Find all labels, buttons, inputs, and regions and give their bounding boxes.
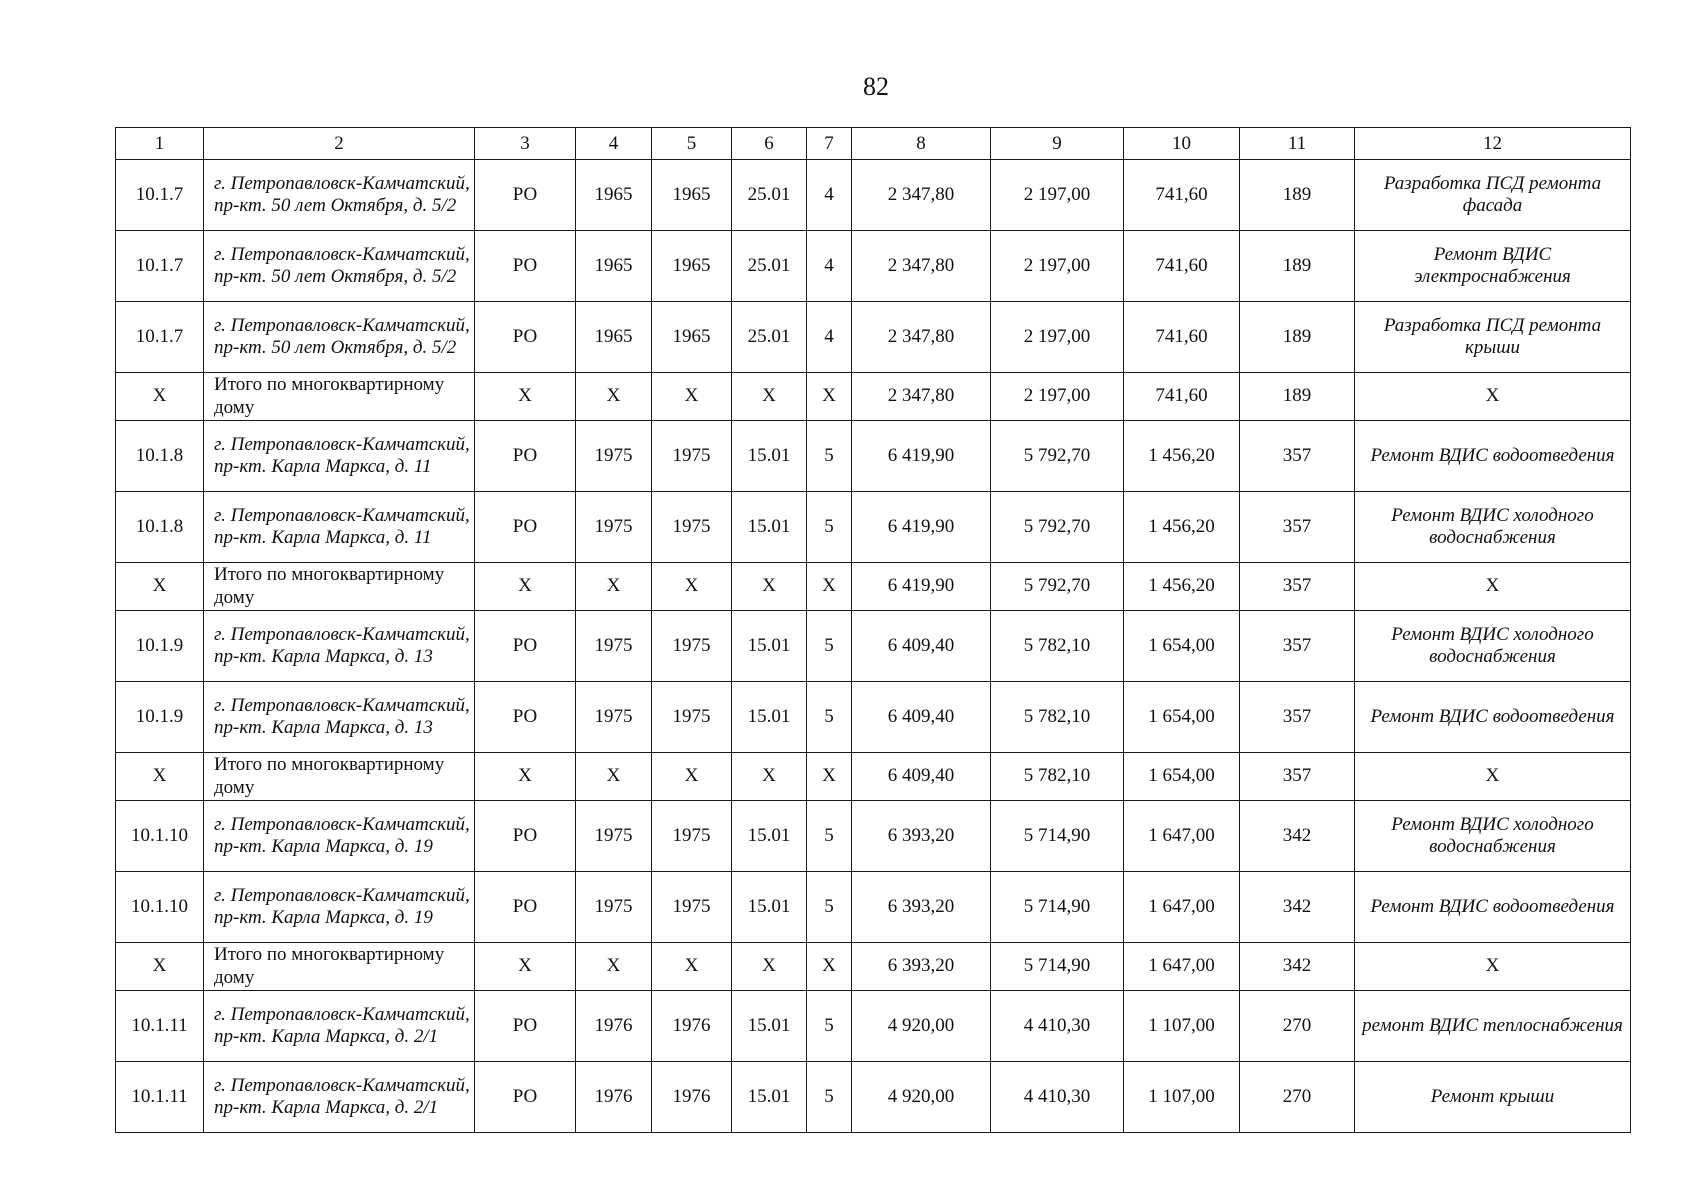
work-type-cell: Разработка ПСД ремонта фасада <box>1355 160 1631 231</box>
commissioning-year-cell: X <box>576 753 652 801</box>
reconstruction-year-cell: 1975 <box>652 682 732 753</box>
reconstruction-year-cell: 1975 <box>652 801 732 872</box>
residential-area-cell: 2 197,00 <box>991 373 1124 421</box>
address-cell: г. Петропавловск-Камчатский, пр-кт. 50 лет Октября, д. 5/2 <box>204 160 475 231</box>
commissioning-year-cell: X <box>576 943 652 991</box>
wall-material-code-cell: 15.01 <box>732 872 807 943</box>
total-area-cell: 2 347,80 <box>852 160 991 231</box>
residential-area-cell: 5 714,90 <box>991 872 1124 943</box>
nonresidential-area-cell: 1 647,00 <box>1124 943 1240 991</box>
commissioning-year-cell: 1976 <box>576 1062 652 1133</box>
residential-area-cell: 5 782,10 <box>991 611 1124 682</box>
work-type-cell: Ремонт крыши <box>1355 1062 1631 1133</box>
wall-material-code-cell: 15.01 <box>732 611 807 682</box>
column-number: 1 <box>116 128 204 160</box>
management-type-cell: РО <box>475 302 576 373</box>
column-number: 5 <box>652 128 732 160</box>
resident-count-cell: 357 <box>1240 421 1355 492</box>
wall-material-code-cell: 25.01 <box>732 231 807 302</box>
wall-material-code-cell: X <box>732 753 807 801</box>
commissioning-year-cell: X <box>576 373 652 421</box>
resident-count-cell: 357 <box>1240 753 1355 801</box>
total-area-cell: 4 920,00 <box>852 991 991 1062</box>
resident-count-cell: 357 <box>1240 682 1355 753</box>
nonresidential-area-cell: 1 456,20 <box>1124 421 1240 492</box>
reconstruction-year-cell: 1975 <box>652 872 732 943</box>
row-number-cell: 10.1.11 <box>116 1062 204 1133</box>
page-number: 82 <box>863 72 889 101</box>
column-number: 10 <box>1124 128 1240 160</box>
work-type-cell: Ремонт ВДИС водоотведения <box>1355 682 1631 753</box>
total-area-cell: 6 409,40 <box>852 611 991 682</box>
floor-count-cell: 4 <box>807 231 852 302</box>
commissioning-year-cell: 1976 <box>576 991 652 1062</box>
resident-count-cell: 342 <box>1240 943 1355 991</box>
resident-count-cell: 342 <box>1240 801 1355 872</box>
table-row <box>116 492 1631 563</box>
reconstruction-year-cell: X <box>652 753 732 801</box>
table-row <box>116 991 1631 1062</box>
address-cell: г. Петропавловск-Камчатский, пр-кт. Карла Маркса, д. 11 <box>204 492 475 563</box>
row-number-cell: 10.1.10 <box>116 872 204 943</box>
row-number-cell: X <box>116 943 204 991</box>
wall-material-code-cell: 15.01 <box>732 1062 807 1133</box>
row-number-cell: 10.1.7 <box>116 160 204 231</box>
total-area-cell: 6 419,90 <box>852 421 991 492</box>
total-area-cell: 6 393,20 <box>852 801 991 872</box>
row-number-cell: 10.1.7 <box>116 231 204 302</box>
column-number: 12 <box>1355 128 1631 160</box>
residential-area-cell: 5 782,10 <box>991 753 1124 801</box>
resident-count-cell: 189 <box>1240 160 1355 231</box>
residential-area-cell: 2 197,00 <box>991 160 1124 231</box>
row-number-cell: 10.1.7 <box>116 302 204 373</box>
row-number-cell: X <box>116 563 204 611</box>
floor-count-cell: 5 <box>807 611 852 682</box>
table-body <box>116 128 1631 1133</box>
management-type-cell: X <box>475 563 576 611</box>
management-type-cell: X <box>475 753 576 801</box>
resident-count-cell: 342 <box>1240 872 1355 943</box>
address-cell: г. Петропавловск-Камчатский, пр-кт. Карла Маркса, д. 19 <box>204 801 475 872</box>
row-number-cell: 10.1.9 <box>116 611 204 682</box>
total-area-cell: 6 393,20 <box>852 872 991 943</box>
reconstruction-year-cell: 1975 <box>652 421 732 492</box>
management-type-cell: РО <box>475 611 576 682</box>
address-cell: г. Петропавловск-Камчатский, пр-кт. Карла Маркса, д. 2/1 <box>204 1062 475 1133</box>
row-number-cell: X <box>116 373 204 421</box>
residential-area-cell: 2 197,00 <box>991 302 1124 373</box>
address-cell: Итого по многоквартирному дому <box>204 943 475 991</box>
nonresidential-area-cell: 1 654,00 <box>1124 682 1240 753</box>
address-cell: Итого по многоквартирному дому <box>204 373 475 421</box>
column-number-row <box>116 128 1631 160</box>
resident-count-cell: 270 <box>1240 991 1355 1062</box>
total-area-cell: 6 419,90 <box>852 492 991 563</box>
total-row <box>116 943 1631 991</box>
management-type-cell: РО <box>475 991 576 1062</box>
management-type-cell: РО <box>475 160 576 231</box>
commissioning-year-cell: 1975 <box>576 872 652 943</box>
column-number: 4 <box>576 128 652 160</box>
floor-count-cell: X <box>807 943 852 991</box>
resident-count-cell: 270 <box>1240 1062 1355 1133</box>
residential-area-cell: 4 410,30 <box>991 991 1124 1062</box>
commissioning-year-cell: 1975 <box>576 801 652 872</box>
work-type-cell: Ремонт ВДИС холодного водоснабжения <box>1355 492 1631 563</box>
work-type-cell: Разработка ПСД ремонта крыши <box>1355 302 1631 373</box>
wall-material-code-cell: X <box>732 563 807 611</box>
column-number: 6 <box>732 128 807 160</box>
work-type-cell: Ремонт ВДИС электроснабжения <box>1355 231 1631 302</box>
floor-count-cell: X <box>807 753 852 801</box>
table-row <box>116 302 1631 373</box>
resident-count-cell: 189 <box>1240 302 1355 373</box>
resident-count-cell: 189 <box>1240 373 1355 421</box>
reconstruction-year-cell: 1965 <box>652 231 732 302</box>
table-row <box>116 231 1631 302</box>
floor-count-cell: 4 <box>807 160 852 231</box>
floor-count-cell: 4 <box>807 302 852 373</box>
wall-material-code-cell: X <box>732 373 807 421</box>
floor-count-cell: 5 <box>807 421 852 492</box>
floor-count-cell: 5 <box>807 801 852 872</box>
floor-count-cell: 5 <box>807 492 852 563</box>
nonresidential-area-cell: 1 654,00 <box>1124 611 1240 682</box>
floor-count-cell: 5 <box>807 872 852 943</box>
management-type-cell: РО <box>475 872 576 943</box>
commissioning-year-cell: 1975 <box>576 492 652 563</box>
table-row <box>116 611 1631 682</box>
total-area-cell: 4 920,00 <box>852 1062 991 1133</box>
commissioning-year-cell: 1975 <box>576 682 652 753</box>
management-type-cell: X <box>475 943 576 991</box>
row-number-cell: 10.1.11 <box>116 991 204 1062</box>
address-cell: г. Петропавловск-Камчатский, пр-кт. Карла Маркса, д. 19 <box>204 872 475 943</box>
management-type-cell: РО <box>475 231 576 302</box>
reconstruction-year-cell: X <box>652 563 732 611</box>
nonresidential-area-cell: 741,60 <box>1124 373 1240 421</box>
nonresidential-area-cell: 741,60 <box>1124 160 1240 231</box>
table-row <box>116 682 1631 753</box>
reconstruction-year-cell: 1975 <box>652 492 732 563</box>
address-cell: г. Петропавловск-Камчатский, пр-кт. Карла Маркса, д. 11 <box>204 421 475 492</box>
management-type-cell: РО <box>475 421 576 492</box>
reconstruction-year-cell: 1976 <box>652 1062 732 1133</box>
row-number-cell: 10.1.10 <box>116 801 204 872</box>
residential-area-cell: 5 714,90 <box>991 801 1124 872</box>
total-area-cell: 2 347,80 <box>852 373 991 421</box>
work-type-cell: Ремонт ВДИС холодного водоснабжения <box>1355 611 1631 682</box>
column-number: 7 <box>807 128 852 160</box>
address-cell: г. Петропавловск-Камчатский, пр-кт. 50 лет Октября, д. 5/2 <box>204 302 475 373</box>
wall-material-code-cell: 25.01 <box>732 160 807 231</box>
residential-area-cell: 5 714,90 <box>991 943 1124 991</box>
commissioning-year-cell: X <box>576 563 652 611</box>
column-number: 9 <box>991 128 1124 160</box>
work-type-cell: X <box>1355 753 1631 801</box>
total-area-cell: 6 419,90 <box>852 563 991 611</box>
nonresidential-area-cell: 1 107,00 <box>1124 1062 1240 1133</box>
floor-count-cell: X <box>807 563 852 611</box>
wall-material-code-cell: 15.01 <box>732 991 807 1062</box>
work-type-cell: Ремонт ВДИС водоотведения <box>1355 872 1631 943</box>
column-number: 2 <box>204 128 475 160</box>
table-row <box>116 421 1631 492</box>
nonresidential-area-cell: 1 654,00 <box>1124 753 1240 801</box>
management-type-cell: РО <box>475 492 576 563</box>
reconstruction-year-cell: X <box>652 373 732 421</box>
total-row <box>116 373 1631 421</box>
wall-material-code-cell: 15.01 <box>732 682 807 753</box>
row-number-cell: 10.1.8 <box>116 492 204 563</box>
floor-count-cell: X <box>807 373 852 421</box>
residential-area-cell: 4 410,30 <box>991 1062 1124 1133</box>
total-area-cell: 6 393,20 <box>852 943 991 991</box>
address-cell: г. Петропавловск-Камчатский, пр-кт. Карла Маркса, д. 2/1 <box>204 991 475 1062</box>
floor-count-cell: 5 <box>807 991 852 1062</box>
total-row <box>116 753 1631 801</box>
wall-material-code-cell: X <box>732 943 807 991</box>
column-number: 11 <box>1240 128 1355 160</box>
column-number: 3 <box>475 128 576 160</box>
floor-count-cell: 5 <box>807 682 852 753</box>
management-type-cell: РО <box>475 1062 576 1133</box>
residential-area-cell: 5 792,70 <box>991 492 1124 563</box>
address-cell: г. Петропавловск-Камчатский, пр-кт. 50 лет Октября, д. 5/2 <box>204 231 475 302</box>
commissioning-year-cell: 1975 <box>576 611 652 682</box>
total-area-cell: 6 409,40 <box>852 682 991 753</box>
reconstruction-year-cell: 1965 <box>652 302 732 373</box>
residential-area-cell: 2 197,00 <box>991 231 1124 302</box>
commissioning-year-cell: 1965 <box>576 231 652 302</box>
table-row <box>116 160 1631 231</box>
reconstruction-year-cell: 1976 <box>652 991 732 1062</box>
work-type-cell: ремонт ВДИС теплоснабжения <box>1355 991 1631 1062</box>
nonresidential-area-cell: 1 647,00 <box>1124 801 1240 872</box>
nonresidential-area-cell: 1 456,20 <box>1124 563 1240 611</box>
table-row <box>116 801 1631 872</box>
floor-count-cell: 5 <box>807 1062 852 1133</box>
residential-area-cell: 5 792,70 <box>991 421 1124 492</box>
nonresidential-area-cell: 741,60 <box>1124 302 1240 373</box>
management-type-cell: X <box>475 373 576 421</box>
resident-count-cell: 357 <box>1240 492 1355 563</box>
commissioning-year-cell: 1975 <box>576 421 652 492</box>
nonresidential-area-cell: 1 456,20 <box>1124 492 1240 563</box>
work-type-cell: Ремонт ВДИС водоотведения <box>1355 421 1631 492</box>
reconstruction-year-cell: X <box>652 943 732 991</box>
work-type-cell: X <box>1355 373 1631 421</box>
work-type-cell: X <box>1355 563 1631 611</box>
nonresidential-area-cell: 741,60 <box>1124 231 1240 302</box>
row-number-cell: 10.1.8 <box>116 421 204 492</box>
capital-repair-table <box>115 127 1631 1133</box>
residential-area-cell: 5 782,10 <box>991 682 1124 753</box>
wall-material-code-cell: 15.01 <box>732 801 807 872</box>
total-row <box>116 563 1631 611</box>
row-number-cell: 10.1.9 <box>116 682 204 753</box>
address-cell: Итого по многоквартирному дому <box>204 753 475 801</box>
total-area-cell: 2 347,80 <box>852 231 991 302</box>
reconstruction-year-cell: 1965 <box>652 160 732 231</box>
work-type-cell: X <box>1355 943 1631 991</box>
nonresidential-area-cell: 1 647,00 <box>1124 872 1240 943</box>
reconstruction-year-cell: 1975 <box>652 611 732 682</box>
residential-area-cell: 5 792,70 <box>991 563 1124 611</box>
row-number-cell: X <box>116 753 204 801</box>
resident-count-cell: 189 <box>1240 231 1355 302</box>
address-cell: Итого по многоквартирному дому <box>204 563 475 611</box>
table-row <box>116 872 1631 943</box>
wall-material-code-cell: 15.01 <box>732 421 807 492</box>
nonresidential-area-cell: 1 107,00 <box>1124 991 1240 1062</box>
management-type-cell: РО <box>475 801 576 872</box>
resident-count-cell: 357 <box>1240 611 1355 682</box>
column-number: 8 <box>852 128 991 160</box>
wall-material-code-cell: 25.01 <box>732 302 807 373</box>
address-cell: г. Петропавловск-Камчатский, пр-кт. Карла Маркса, д. 13 <box>204 611 475 682</box>
resident-count-cell: 357 <box>1240 563 1355 611</box>
commissioning-year-cell: 1965 <box>576 302 652 373</box>
work-type-cell: Ремонт ВДИС холодного водоснабжения <box>1355 801 1631 872</box>
management-type-cell: РО <box>475 682 576 753</box>
total-area-cell: 6 409,40 <box>852 753 991 801</box>
total-area-cell: 2 347,80 <box>852 302 991 373</box>
address-cell: г. Петропавловск-Камчатский, пр-кт. Карла Маркса, д. 13 <box>204 682 475 753</box>
wall-material-code-cell: 15.01 <box>732 492 807 563</box>
table-row <box>116 1062 1631 1133</box>
commissioning-year-cell: 1965 <box>576 160 652 231</box>
